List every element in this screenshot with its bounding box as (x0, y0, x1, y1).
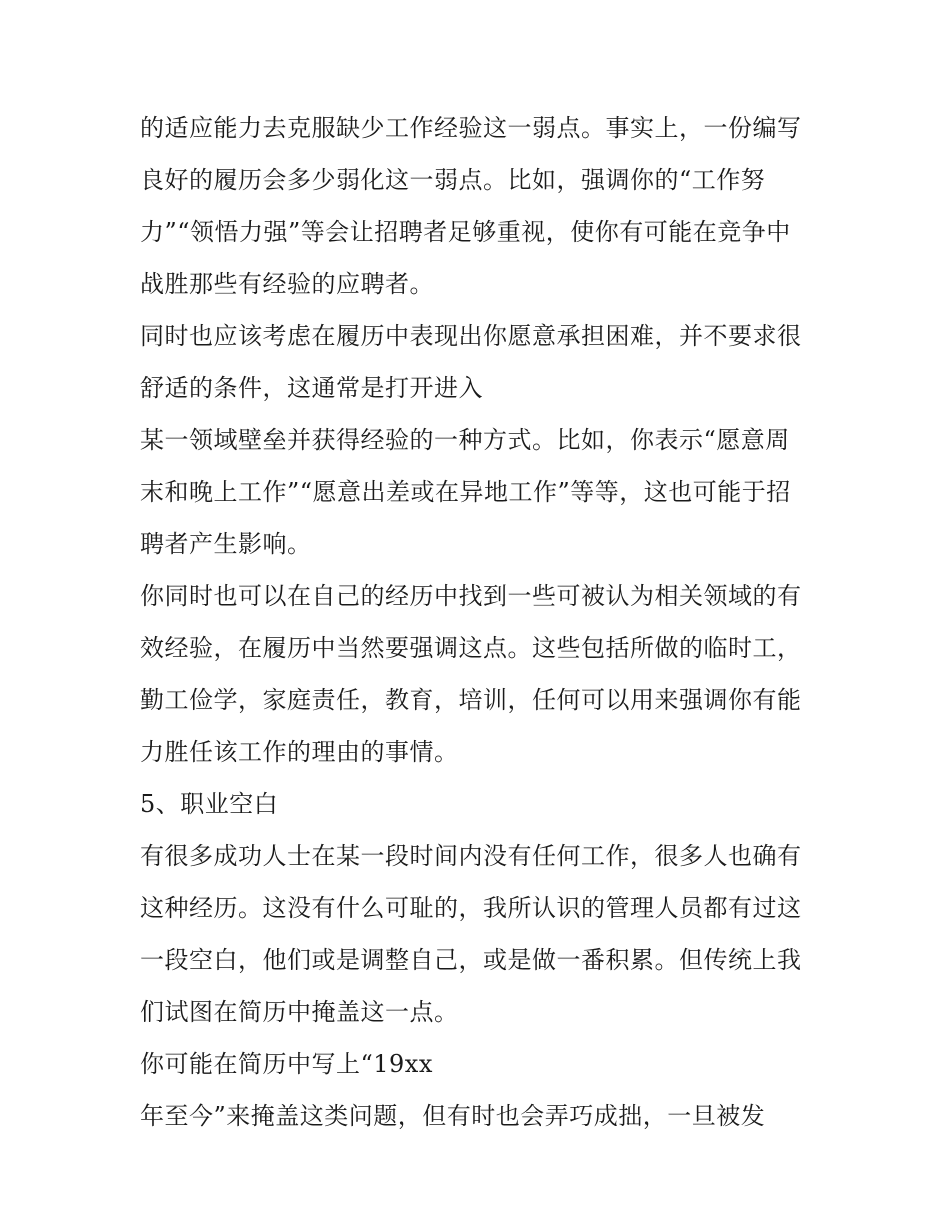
text-line: 战胜那些有经验的应聘者。 (140, 270, 434, 298)
text-line: 效经验，在履历中当然要强调这点。这些包括所做的临时工， (140, 634, 802, 662)
text-line: 力胜任该工作的理由的事情。 (140, 738, 459, 766)
text-line: 同时也应该考虑在履历中表现出你愿意承担困难，并不要求很 (140, 322, 802, 350)
text-line: 你可能在简历中写上“19xx (140, 1050, 433, 1078)
text-line: 力”“领悟力强”等会让招聘者足够重视，使你有可能在竞争中 (140, 218, 791, 246)
text-line: 良好的履历会多少弱化这一弱点。比如，强调你的“工作努 (140, 166, 766, 194)
text-line: 这种经历。这没有什么可耻的，我所认识的管理人员都有过这 (140, 894, 802, 922)
text-line: 们试图在简历中掩盖这一点。 (140, 998, 459, 1026)
text-line: 年至今”来掩盖这类问题，但有时也会弄巧成拙，一旦被发 (140, 1102, 766, 1130)
text-line: 末和晚上工作”“愿意出差或在异地工作”等等，这也可能于招 (140, 478, 791, 506)
text-line: 聘者产生影响。 (140, 530, 312, 558)
text-line: 勤工俭学，家庭责任，教育，培训，任何可以用来强调你有能 (140, 686, 802, 714)
text-line: 你同时也可以在自己的经历中找到一些可被认为相关领域的有 (140, 582, 802, 610)
text-line: 的适应能力去克服缺少工作经验这一弱点。事实上，一份编写 (140, 114, 802, 142)
text-line: 一段空白，他们或是调整自己，或是做一番积累。但传统上我 (140, 946, 802, 974)
text-line: 某一领域壁垒并获得经验的一种方式。比如，你表示“愿意周 (140, 426, 790, 454)
section-heading: 5、职业空白 (140, 790, 279, 818)
text-line: 舒适的条件，这通常是打开进入 (140, 374, 483, 402)
text-line: 有很多成功人士在某一段时间内没有任何工作，很多人也确有 (140, 842, 802, 870)
